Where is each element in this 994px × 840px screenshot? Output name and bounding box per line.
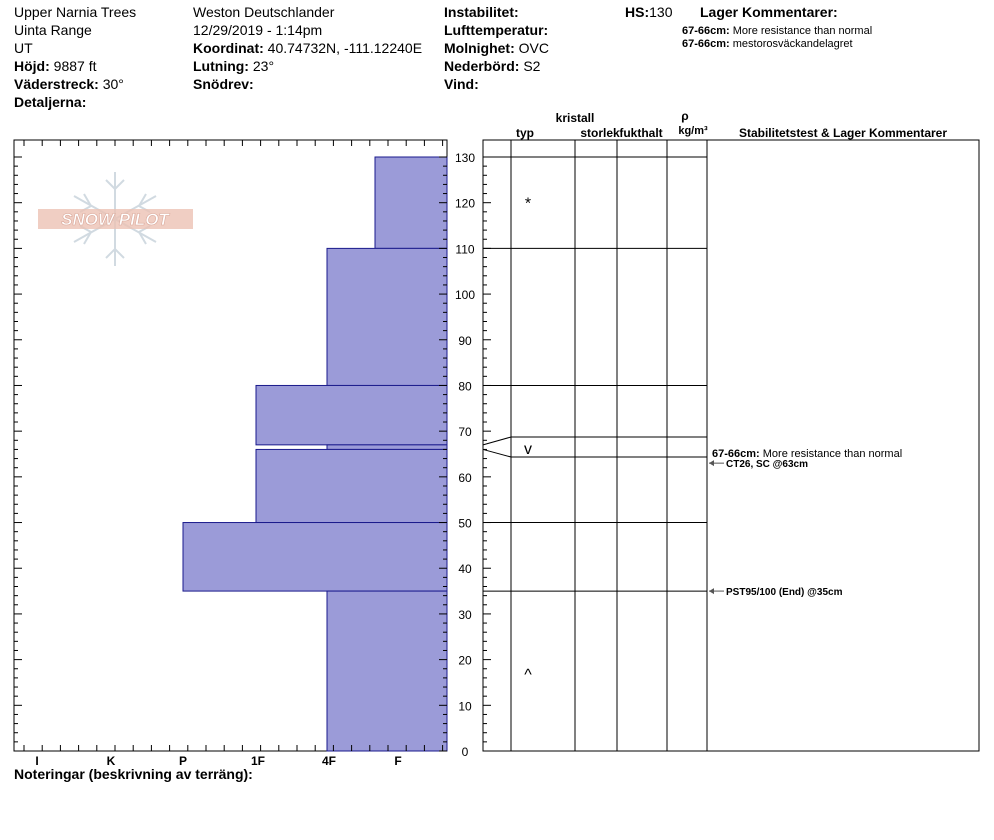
hardness-bar-3 — [327, 445, 447, 450]
hs-value: 130 — [649, 4, 673, 20]
layer-comment-1-depth: 67-66cm: — [682, 25, 730, 37]
observer-name: Weston Deutschlander — [193, 4, 335, 20]
depth-tick-label-90: 90 — [458, 333, 472, 348]
col-rho-header: ρ — [681, 109, 689, 123]
precip-value: S2 — [523, 58, 541, 74]
range-name: Uinta Range — [14, 22, 92, 38]
stability-arrowhead-1 — [709, 460, 714, 466]
col-density-unit: kg/m³ — [678, 125, 708, 137]
grain-symbols — [524, 196, 532, 684]
stability-comments — [709, 448, 902, 598]
profile-table-frame — [483, 140, 979, 751]
depth-tick-label-20: 20 — [458, 653, 472, 668]
layer-boundaries — [483, 157, 707, 591]
aspect-value: 30° — [102, 76, 124, 92]
hardness-bar-1 — [327, 248, 447, 385]
hs-label: HS: — [625, 4, 650, 20]
hardness-bar-2 — [256, 385, 447, 444]
coordinate-label: Koordinat: — [193, 40, 264, 56]
aspect-label: Väderstreck: — [14, 76, 99, 92]
grain-symbol-0: * — [524, 195, 532, 213]
hardness-tick-label-4: 4F — [321, 754, 337, 768]
hardness-bars — [183, 157, 447, 751]
depth-tick-label-30: 30 — [458, 607, 472, 622]
depth-tick-label-110: 110 — [455, 242, 475, 257]
instability-label: Instabilitet: — [444, 4, 519, 20]
thin-layer-connector-top — [483, 437, 511, 445]
snowpilot-logo — [38, 172, 193, 266]
slope-label: Lutning: — [193, 58, 249, 74]
col-stability-header: Stabilitetstest & Lager Kommentarer — [738, 126, 948, 140]
col-size-header: storlek — [580, 126, 620, 140]
hardness-tick-label-3: 1F — [250, 754, 266, 768]
layer-comment-2-depth: 67-66cm: — [682, 38, 730, 50]
depth-tick-label-40: 40 — [458, 562, 472, 577]
hardness-bar-4 — [256, 449, 447, 522]
stability-comment-1: CT26, SC @63cm — [726, 459, 809, 471]
slope-value: 23° — [252, 58, 275, 74]
stability-comment-0: 67-66cm: More resistance than normal — [712, 448, 903, 460]
airtemp-label: Lufttemperatur: — [444, 22, 549, 38]
grain-symbol-1: v — [524, 441, 532, 458]
depth-tick-label-120: 120 — [454, 196, 476, 211]
col-type-header: typ — [516, 126, 534, 140]
grain-symbol-2: ^ — [524, 666, 532, 684]
location-name: Upper Narnia Trees — [14, 4, 137, 20]
stability-comment-2: PST95/100 (End) @35cm — [726, 587, 843, 599]
sky-label: Molnighet: — [444, 40, 515, 56]
depth-tick-label-130: 130 — [454, 151, 476, 165]
details-label: Detaljerna: — [14, 94, 87, 110]
thin-layer-connector-bottom — [483, 449, 511, 457]
coordinate-value: 40.74732N, -111.12240E — [267, 40, 423, 56]
col-crystal-header: kristall — [555, 111, 595, 125]
wind-label: Vind: — [444, 76, 479, 92]
sky-value: OVC — [518, 40, 549, 56]
layer-comment-2-text: mestorosväckandelagret — [732, 38, 853, 50]
hardness-bar-0 — [375, 157, 447, 248]
depth-tick-label-80: 80 — [458, 379, 472, 394]
hardness-tick-label-2: P — [178, 754, 188, 768]
depth-tick-label-0: 0 — [461, 745, 469, 759]
depth-tick-label-70: 70 — [458, 425, 472, 440]
logo-text: SNOW PILOT — [61, 210, 169, 229]
depth-tick-label-50: 50 — [458, 516, 472, 531]
state-name: UT — [14, 40, 33, 56]
depth-tick-label-60: 60 — [458, 470, 472, 485]
layer-comments-title: Lager Kommentarer: — [700, 4, 838, 20]
hardness-tick-label-0: I — [35, 754, 39, 768]
notes-label: Noteringar (beskrivning av terräng): — [14, 766, 253, 782]
col-moisture-header: fukthalt — [619, 126, 663, 140]
depth-tick-label-100: 100 — [454, 288, 476, 303]
elevation-value: 9887 ft — [53, 58, 97, 74]
stability-arrowhead-2 — [709, 588, 714, 594]
depth-tick-label-10: 10 — [458, 699, 472, 714]
hardness-tick-label-1: K — [106, 754, 116, 768]
layer-comment-1-text: More resistance than normal — [732, 25, 873, 37]
drift-label: Snödrev: — [193, 76, 254, 92]
hardness-tick-label-5: F — [394, 754, 402, 768]
observation-datetime: 12/29/2019 - 1:14pm — [193, 22, 323, 38]
elevation-label: Höjd: — [14, 58, 50, 74]
precip-label: Nederbörd: — [444, 58, 520, 74]
hardness-bar-6 — [327, 591, 447, 751]
hardness-bar-5 — [183, 523, 447, 592]
